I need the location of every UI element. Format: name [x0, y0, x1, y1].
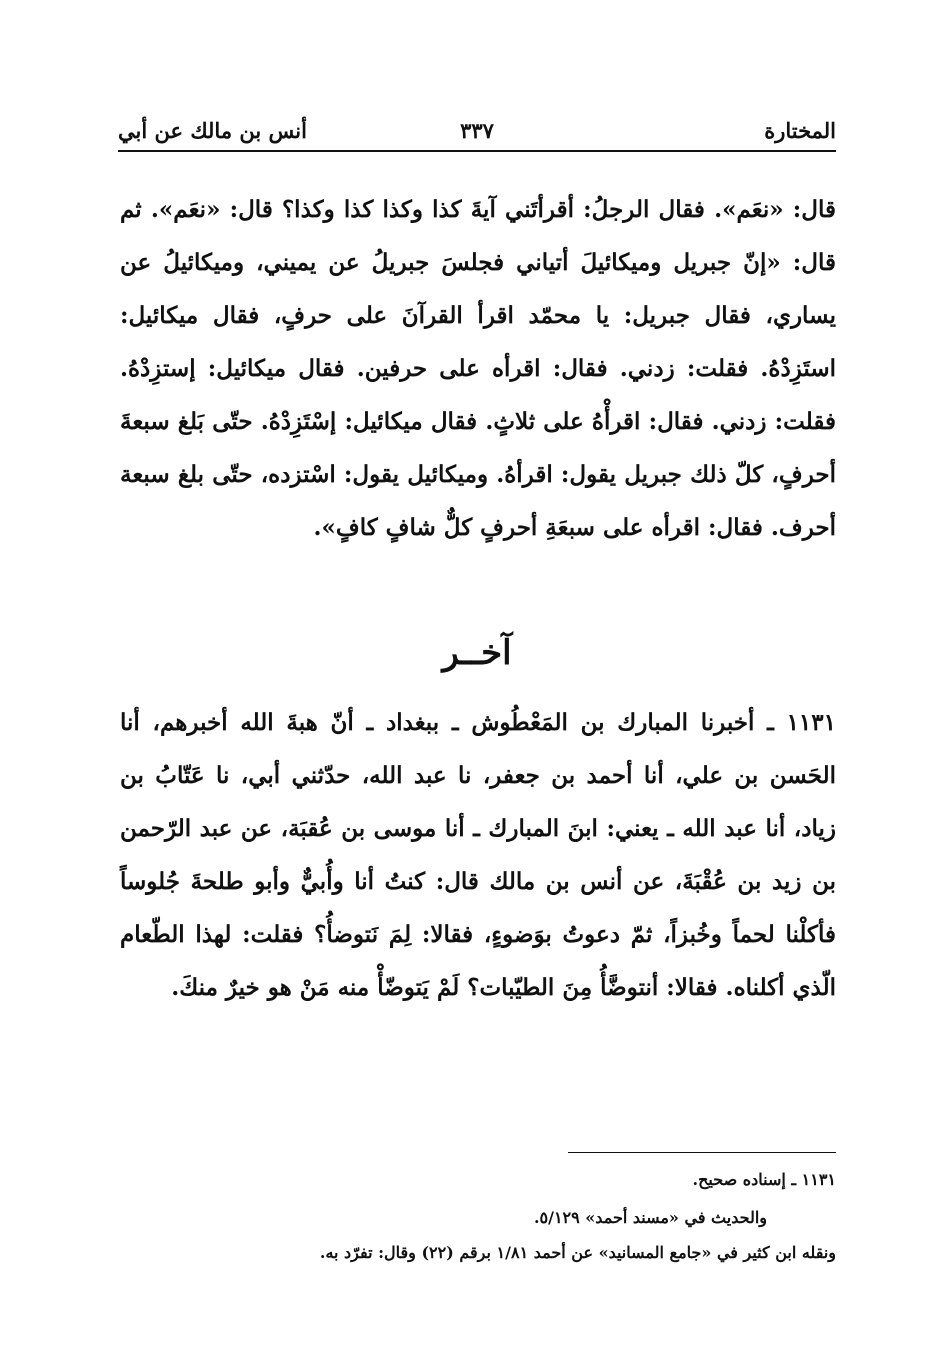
footnote-line: ١١٣١ ـ إسناده صحيح. — [692, 1170, 836, 1189]
chapter-title: أنس بن مالك عن أبي — [118, 118, 307, 143]
page-number: ٣٣٧ — [460, 118, 494, 143]
footnote-line: والحديث في «مسند أحمد» ٥/١٢٩. — [533, 1208, 767, 1227]
section-heading: آخــر — [442, 633, 512, 673]
footnote-line: ونقله ابن كثير في «جامع المسانيد» عن أحمد ١/٨١ برقم (٢٢) وقال: تفرّد به. — [319, 1243, 836, 1262]
book-title: المختارة — [764, 118, 836, 143]
paragraph-hadith-continuation: قال: «نعَم». فقال الرجلُ: أقرأتَني آيةَ كذا وكذا كذا وكذا؟ قال: «نعَم». ثم قال: «إنّ جبريل وميكائيلَ أتياني فجلسَ جبريلُ عن يميني، وميكائيلُ عن يساري، فقال جبريل: يا محمّد اقرأ القرآنَ على حرفٍ، فقال ميكائيل: استَزِدْهُ. فقلت: زدني. فقال: اقرأه على حرفين. فقال ميكائيل: إستزِدْهُ. فقلت: زدني. فقال: اقرأْهُ على ثلاثٍ. فقال ميكائيل: إسْتَزِدْهُ. حتّى بَلغ سبعةَ أحرفٍ، كلّ ذلك جبريل يقول: اقرأهُ. وميكائيل يقول: اسْتزده، حتّى بلغ سبعة أحرف. فقال: اقرأه على سبعَةِ أحرفٍ كلٌّ شافٍ كافٍ». — [120, 196, 836, 541]
footnote-divider — [568, 1152, 836, 1153]
paragraph-hadith-1131: ١١٣١ ـ أخبرنا المبارك بن المَعْطُوش ـ ببغداد ـ أنّ هبةَ الله أخبرهم، أنا الحَسن بن علي، أنا أحمد بن جعفر، نا عبد الله، حدّثني أبي، نا عَتّابُ بن زياد، أنا عبد الله ـ يعني: ابنَ المبارك ـ أنا موسى بن عُقبَة، عن عبد الرّحمن بن زيد بن عُقْبَةَ، عن أنس بن مالك قال: كنتُ أنا وأُبيٌّ وأبو طلحةَ جُلوساً فأكلْنا لحماً وخُبزاً، ثمّ دعوتُ بوَضوءٍ، فقالا: لِمَ نَتوضأُ؟ فقلت: لهذا الطّعام الّذي أكلناه. فقالا: أنتوضَّأُ مِنَ الطيّبات؟ لَمْ يَتوضّأْ منه مَنْ هو خيرٌ منكَ. — [120, 709, 836, 1001]
page-header — [118, 112, 836, 152]
